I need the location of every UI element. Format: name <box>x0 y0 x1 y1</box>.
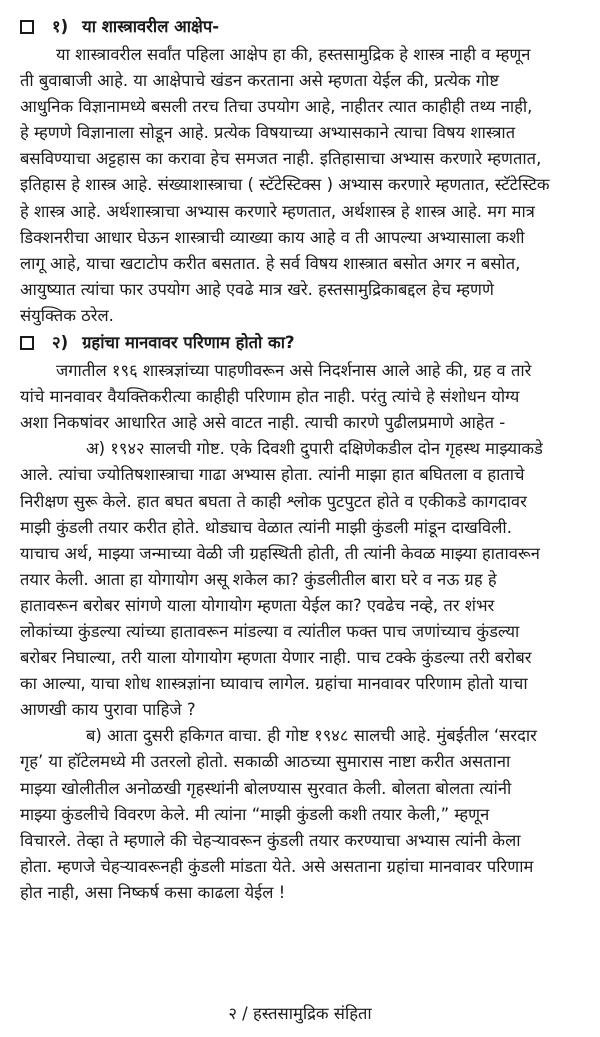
text-line: बसविण्याचा अट्टहास का करावा हेच समजत नाही. इतिहासाचा अभ्यास करणारे म्हणतात, <box>20 149 542 169</box>
text-line: होता. म्हणजे चेहऱ्यावरूनही कुंडली मांडता येते. असे असताना ग्रहांचा मानवावर परिणाम <box>20 856 534 876</box>
text-line: माझ्या खोलीतील अनोळखी गृहस्थांनी बोलण्यास सुरवात केली. बोलता बोलता त्यांनी <box>20 778 512 798</box>
text-line: तयार केली. आता हा योगायोग असू शकेल का? कुंडलीतील बारा घरे व नऊ ग्रह हे <box>20 569 497 589</box>
section-2-number: २) <box>52 333 69 353</box>
text-line: लागू आहे, याचा खटाटोप करीत बसतात. हे सर्व विषय शास्त्रात बसोत अगर न बसोत, <box>20 253 521 273</box>
text-line: डिक्शनरीचा आधार घेऊन शास्त्राची व्याख्या काय आहे व ती आपल्या अभ्यासाला कशी <box>20 227 525 247</box>
text-line: या शास्त्रावरील सर्वांत पहिला आक्षेप हा की, हस्तसामुद्रिक हे शास्त्र नाही व म्हणून <box>56 45 531 64</box>
page-content <box>20 16 582 906</box>
text-line: हातावरून बरोबर सांगणे याला योगायोग म्हणता येईल का? एवढेच नव्हे, तर शंभर <box>20 595 495 615</box>
text-line: अशा निकषांवर आधारित आहे असे वाटत नाही. त्याची कारणे पुढीलप्रमाणे आहेत - <box>20 413 506 433</box>
text-line: ब) आता दुसरी हकिगत वाचा. ही गोष्ट १९४८ सालची आहे. मुंबईतील ‘सरदार <box>86 726 537 746</box>
text-line: लोकांच्या कुंडल्या त्यांच्या हातावरून मांडल्या व त्यांतील फक्त पाच जणांच्याच कुंडल्या <box>20 621 520 641</box>
section-1-number: १) <box>52 17 69 36</box>
text-line: अ) १९४२ सालची गोष्ट. एके दिवशी दुपारी दक्षिणेकडील दोन गृहस्थ माझ्याकडे <box>86 439 543 459</box>
text-line: का आल्या, याचा शोध शास्त्रज्ञांना घ्यावाच लागेल. ग्रहांचा मानवावर परिणाम होतो याचा <box>20 674 528 694</box>
section-1-heading <box>20 16 582 38</box>
text-line: याचाच अर्थ, माझ्या जन्माच्या वेळी जी ग्रहस्थिती होती, ती त्यांनी केवळ माझ्या हातावरून <box>20 543 540 563</box>
text-line: आले. त्यांचा ज्योतिषशास्त्राचा गाढा अभ्यास होता. त्यांनी माझा हात बघितला व हाताचे <box>20 465 525 485</box>
text-line: गृह’ या हॉटेलमध्ये मी उतरलो होतो. सकाळी आठच्या सुमारास नाष्टा करीत असताना <box>20 752 511 772</box>
text-line: यांचे मानवावर वैयक्तिकरीत्या काहीही परिणाम होत नाही. परंतु त्यांचे हे संशोधन योग्य <box>20 387 520 407</box>
section-2-heading <box>20 332 582 354</box>
text-line: निरीक्षण सुरू केले. हात बघत बघता ते काही श्लोक पुटपुटत होते व एकीकडे कागदावर <box>20 491 527 511</box>
section-2-paragraph-b <box>20 723 582 906</box>
text-line: होत नाही, असा निष्कर्ष कसा काढला येईल ! <box>20 882 286 902</box>
text-line: माझ्या कुंडलीचे विवरण केले. मी त्यांना “माझी कुंडली कशी तयार केली,” म्हणून <box>20 804 490 824</box>
section-2-title: ग्रहांचा मानवावर परिणाम होतो का? <box>82 333 295 353</box>
text-line: इतिहास हे शास्त्र आहे. संख्याशास्त्राचा ( स्टॅटेस्टिक्स ) अभ्यास करणारे म्हणतात, स्टॅटेस्टिक <box>20 175 550 195</box>
text-line: ती बुवाबाजी आहे. या आक्षेपाचे खंडन करताना असे म्हणता येईल की, प्रत्येक गोष्ट <box>20 71 500 91</box>
section-2-intro <box>20 358 582 436</box>
checkbox-square-icon <box>20 20 34 34</box>
text-line: विचारले. तेव्हा ते म्हणाले की चेहऱ्यावरून कुंडली तयार करण्याचा अभ्यास त्यांनी केला <box>20 830 521 850</box>
text-line: जगातील १९६ शास्त्रज्ञांच्या पाहणीवरून असे निदर्शनास आले आहे की, ग्रह व तारे <box>56 361 532 381</box>
text-line: आधुनिक विज्ञानामध्ये बसली तरच तिचा उपयोग आहे, नाहीतर त्यात काहीही तथ्य नाही, <box>20 97 533 117</box>
text-line: हे म्हणणे विज्ञानाला सोडून आहे. प्रत्येक विषयाच्या अभ्यासकाने त्याचा विषय शास्त्रात <box>20 123 516 143</box>
section-1-title: या शास्त्रावरील आक्षेप- <box>82 17 220 36</box>
section-2-paragraph-a <box>20 436 582 723</box>
text-line: संयुक्तिक ठरेल. <box>20 305 114 325</box>
section-1-body <box>20 42 582 329</box>
checkbox-square-icon <box>20 336 34 350</box>
text-line: माझी कुंडली तयार करीत होते. थोड्याच वेळात त्यांनी माझी कुंडली मांडून दाखविली. <box>20 517 512 537</box>
text-line: आयुष्यात त्यांचा फार उपयोग आहे एवढे मात्र खरे. हस्तसामुद्रिकाबद्दल हेच म्हणणे <box>20 279 494 299</box>
text-line: आणखी काय पुरावा पाहिजे ? <box>20 700 196 720</box>
text-line: हे शास्त्र आहे. अर्थशास्त्राचा अभ्यास करणारे म्हणतात, अर्थशास्त्र हे शास्त्र आहे. मग मात्र <box>20 201 535 221</box>
text-line: बरोबर निघाल्या, तरी याला योगायोग म्हणता येणार नाही. पाच टक्के कुंडल्या तरी बरोबर <box>20 648 532 668</box>
page-footer: २ / हस्तसामुद्रिक संहिता <box>228 1004 372 1023</box>
